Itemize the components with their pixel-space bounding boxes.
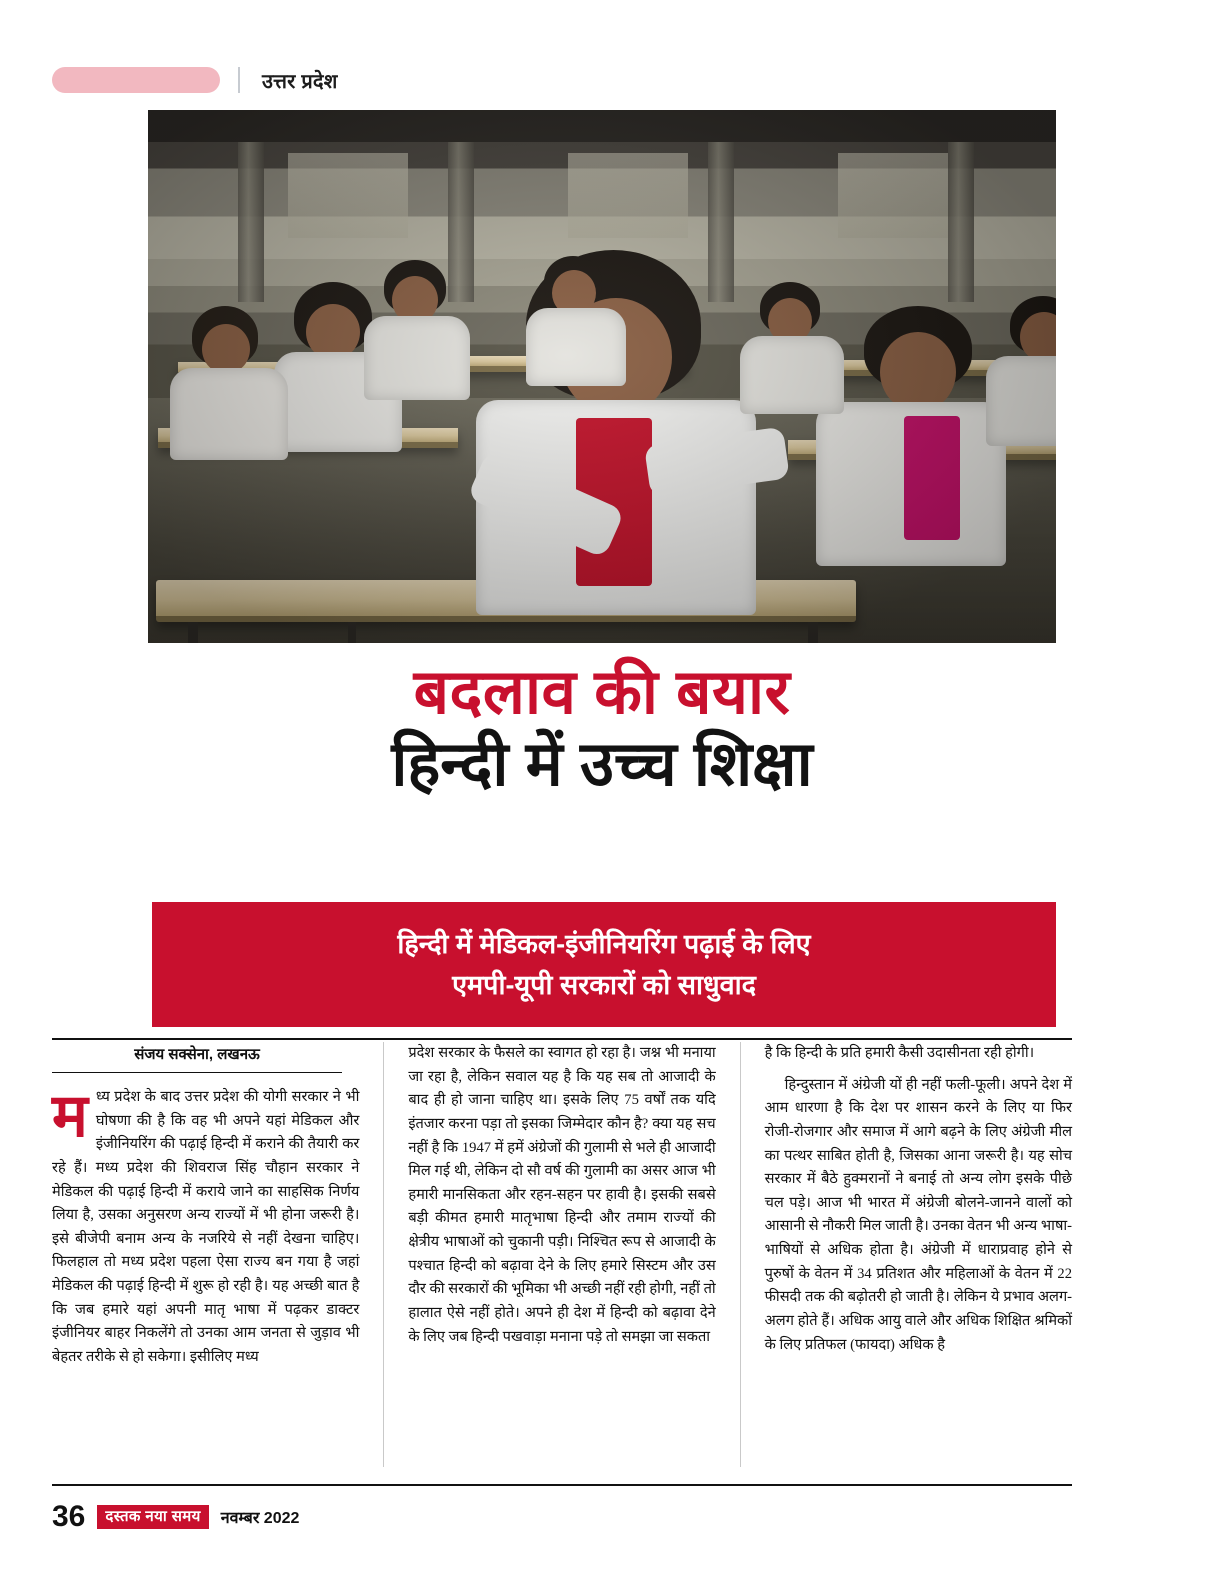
headline-line-2: हिन्दी में उच्च शिक्षा <box>391 729 813 799</box>
column-divider <box>740 1042 741 1467</box>
article-column-2 <box>408 1042 715 1467</box>
banner-line-1: हिन्दी में मेडिकल-इंजीनियरिंग पढ़ाई के लिए <box>397 929 811 959</box>
page-footer <box>52 1492 1072 1542</box>
body-top-rule <box>52 1038 1072 1040</box>
headline-line-1: बदलाव की बयार <box>413 658 791 727</box>
paragraph: ध्य प्रदेश के बाद उत्तर प्रदेश की योगी सरकार ने भी घोषणा की है कि वह भी अपने यहां मेडिकल और इंजीनियरिंग की पढ़ाई हिन्दी में कराने की तैयारी कर रहे हैं। मध्य प्रदेश की शिवराज सिंह चौहान सरकार ने मेडिकल की पढ़ाई हिन्दी में कराये जाने का साहसिक निर्णय लिया है, उसका अनुसरण अन्य राज्यों में भी होना जरूरी है। इसे बीजेपी बनाम अन्य के नजरिये से नहीं देखना चाहिए। फिलहाल तो मध्य प्रदेश पहला ऐसा राज्य बन गया है जहां मेडिकल की पढ़ाई हिन्दी में शुरू हो रही है। यह अच्छी बात है कि जब हमारे यहां अपनी मातृ भाषा में पढ़कर डाक्टर इंजीनियर बाहर निकलेंगे तो उनका आम जनता से जुड़ाव भी बेहतर तरीके से हो सकेगा। इसीलिए मध्य <box>52 1089 360 1366</box>
section-label: उत्तर प्रदेश <box>262 70 338 93</box>
masthead-logo: दस्तक नया समय <box>97 1505 208 1529</box>
issue-date: नवम्बर 2022 <box>220 1510 300 1527</box>
byline: संजय सक्सेना, लखनऊ <box>134 1046 260 1063</box>
column-divider <box>383 1042 384 1467</box>
footer-rule <box>52 1484 1072 1486</box>
page-number: 36 <box>52 1500 86 1533</box>
article-column-3 <box>765 1042 1072 1467</box>
article-photo <box>148 110 1056 643</box>
banner-line-2: एमपी-यूपी सरकारों को साधुवाद <box>452 969 756 1000</box>
drop-cap: म <box>52 1082 88 1149</box>
header-color-swatch <box>52 67 220 93</box>
subhead-banner <box>152 902 1056 1027</box>
page-title <box>148 660 1056 797</box>
article-body <box>52 1042 1072 1467</box>
paragraph: प्रदेश सरकार के फैसले का स्वागत हो रहा है। जश्न भी मनाया जा रहा है, लेकिन सवाल यह है कि यह सब तो आजादी के बाद ही हो जाना चाहिए था। इसके लिए 75 वर्षों तक यदि इंतजार करना पड़ा तो इसका जिम्मेदार कौन है? क्या यह सच नहीं है कि 1947 में हमें अंग्रेजों की गुलामी से भले ही आजादी मिल गई थी, लेकिन दो सौ वर्ष की गुलामी का असर आज भी हमारी मानसिकता और रहन-सहन पर हावी है। इसकी सबसे बड़ी कीमत हमारी मातृभाषा हिन्दी और तमाम राज्यों की क्षेत्रीय भाषाओं को चुकानी पड़ी। निश्चित रूप से आजादी के पश्चात हिन्दी को बढ़ावा देने के लिए हमारे सिस्टम और उस दौर की सरकारों की भूमिका भी अच्छी नहीं रही होगी, नहीं तो हालात ऐसे नहीं होते। अपने ही देश में हिन्दी को बढ़ावा देने के लिए जब हिन्दी पखवाड़ा मनाना पड़े तो समझा जा सकता <box>408 1045 716 1345</box>
page-header <box>52 62 1072 98</box>
header-divider <box>238 67 240 93</box>
article-column-1 <box>52 1042 359 1467</box>
paragraph: है कि हिन्दी के प्रति हमारी कैसी उदासीनता रही होगी। <box>764 1045 1035 1061</box>
photo-vignette <box>148 110 1056 643</box>
paragraph: हिन्दुस्तान में अंग्रेजी यों ही नहीं फली-फूली। अपने देश में आम धारणा है कि देश पर शासन करने के लिए या फिर रोजी-रोजगार और समाज में आगे बढ़ने के लिए अंग्रेजी मील का पत्थर साबित होती है, जिसका आना जरूरी है। यह सोच सरकार में बैठे हुक्मरानों ने बनाई तो अन्य लोग इसके पीछे चल पड़े। आज भी भारत में अंग्रेजी बोलने-जानने वालों को आसानी से नौकरी मिल जाती है। उनका वेतन भी अन्य भाषा-भाषियों से अधिक होता है। अंग्रेजी में धाराप्रवाह होने से पुरुषों के वेतन में 34 प्रतिशत और महिलाओं के वेतन में 22 फीसदी तक की बढ़ोतरी हो जाती है। लेकिन ये प्रभाव अलग-अलग होते हैं। अधिक आयु वाले और अधिक शिक्षित श्रमिकों के लिए प्रतिफल (फायदा) अधिक है <box>764 1076 1073 1353</box>
